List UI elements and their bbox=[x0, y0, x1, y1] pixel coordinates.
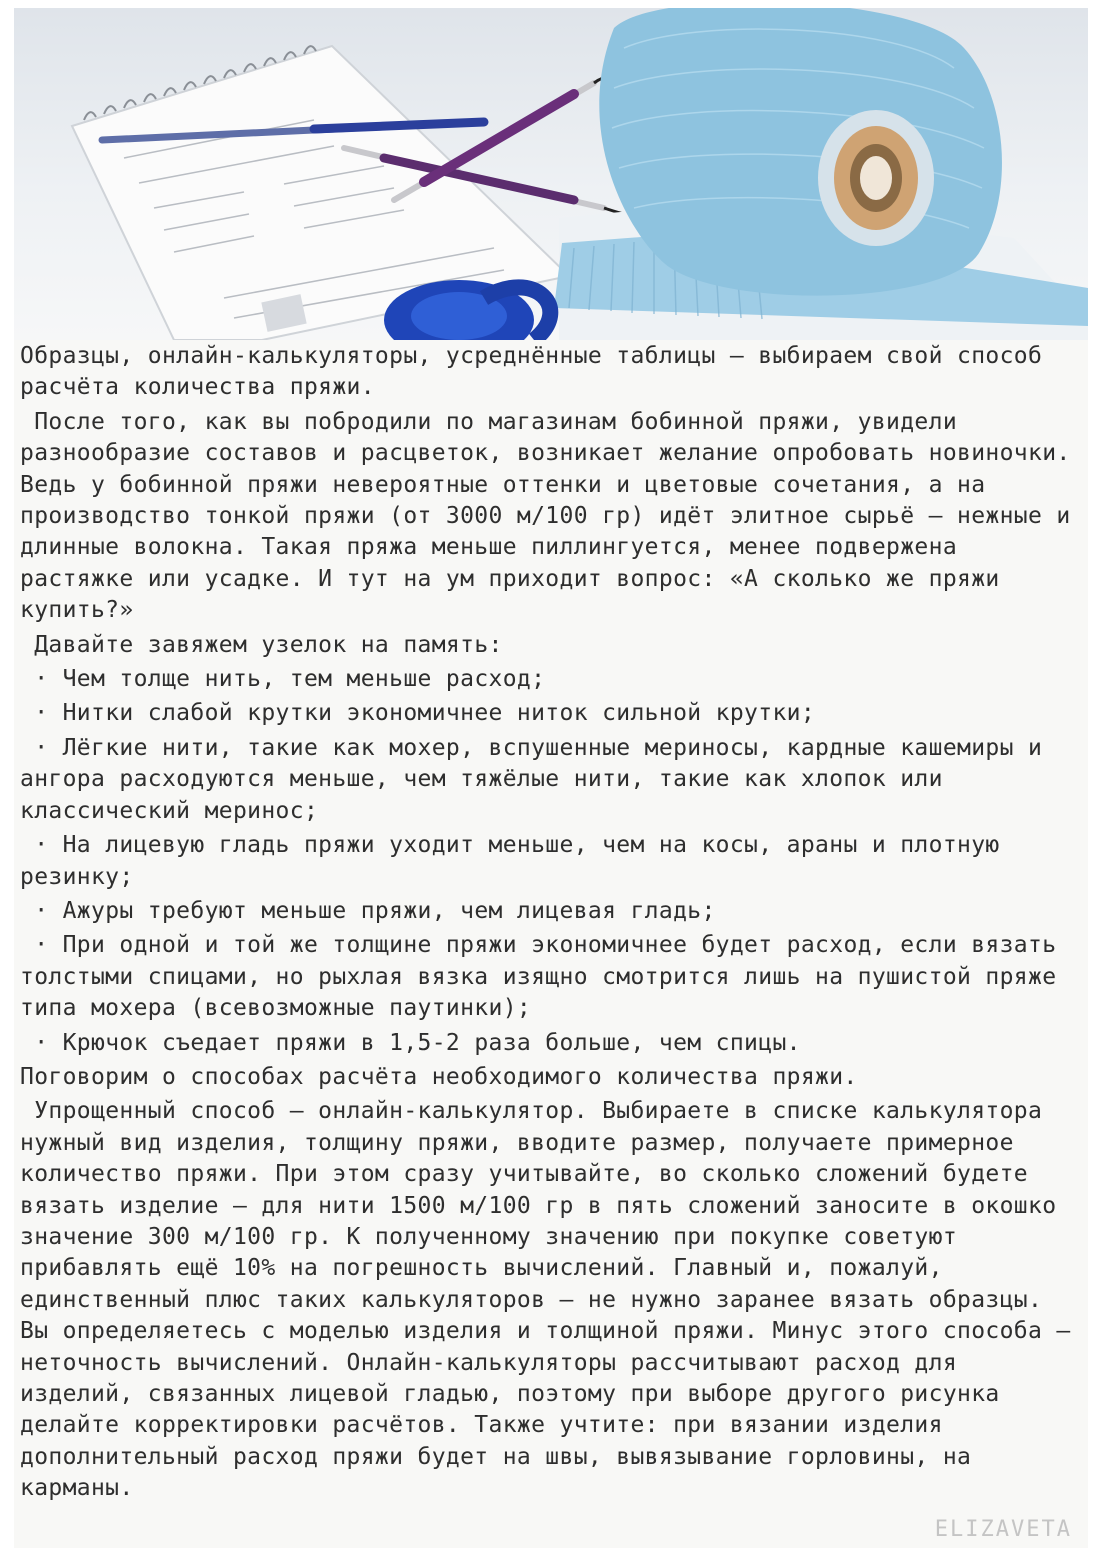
article-body bbox=[20, 341, 1085, 1508]
header-photo bbox=[14, 8, 1088, 340]
watermark: ELIZAVETA bbox=[934, 1517, 1072, 1542]
reminder-line: Давайте завяжем узелок на память: bbox=[20, 631, 503, 658]
tip-item: · Чем толще нить, тем меньше расход; bbox=[20, 666, 546, 693]
intro-paragraph: После того, как вы побродили по магазинам бобинной пряжи, увидели разнообразие составов и расцветок, возникает желание опробовать новиночки. Ведь у бобинной пряжи невероятные оттенки и цветовые сочетания, а на производство тонкой пряжи (от 3000 м/100 гр) идёт элитное сырьё – нежные и длинные волокна. Такая пряжа меньше пиллингуется, менее подвержена растяжке или усадке. И тут на ум приходит вопрос: «А сколько же пряжи купить?» bbox=[20, 408, 1085, 624]
tip-item: · На лицевую гладь пряжи уходит меньше, чем на косы, араны и плотную резинку; bbox=[20, 832, 1014, 890]
tip-item: · Ажуры требуют меньше пряжи, чем лицевая гладь; bbox=[20, 897, 716, 924]
article-page bbox=[14, 8, 1088, 1548]
article-title: Образцы, онлайн-калькуляторы, усреднённые таблицы – выбираем свой способ расчёта количества пряжи. bbox=[20, 343, 1057, 401]
yarn-cone-icon bbox=[599, 8, 1002, 296]
methods-heading: Поговорим о способах расчёта необходимого количества пряжи. bbox=[20, 1063, 858, 1090]
tip-item: · Нитки слабой крутки экономичнее ниток сильной крутки; bbox=[20, 700, 816, 727]
tip-item: · Крючок съедает пряжи в 1,5-2 раза больше, чем спицы. bbox=[20, 1029, 801, 1056]
online-calculator-paragraph: Упрощенный способ – онлайн-калькулятор. Выбираете в списке калькулятора нужный вид изделия, толщину пряжи, вводите размер, получаете примерное количество пряжи. При этом сразу учитывайте, во сколько сложений будете вязать изделие – для нити 1500 м/100 гр в пять сложений заносите в окошко значение 300 м/100 гр. К полученному значению при покупке советуют прибавлять ещё 10% на погрешность вычислений. Главный и, пожалуй, единственный плюс таких калькуляторов – не нужно заранее вязать образцы. Вы определяетесь с моделью изделия и толщиной пряжи. Минус этого способа – неточность вычислений. Онлайн-калькуляторы рассчитывают расход для изделий, связанных лицевой гладью, поэтому при выборе другого рисунка делайте корректировки расчётов. Также учтите: при вязании изделия дополнительный расход пряжи будет на швы, вывязывание горловины, на карманы. bbox=[20, 1098, 1085, 1502]
tip-item: · Лёгкие нити, такие как мохер, вспушенные мериносы, кардные кашемиры и ангора расходуются меньше, чем тяжёлые нити, такие как хлопок или классический меринос; bbox=[20, 734, 1057, 824]
tip-item: · При одной и той же толщине пряжи экономичнее будет расход, если вязать толстыми спицами, но рыхлая вязка изящно смотрится лишь на пушистой пряже типа мохера (всевозможные паутинки); bbox=[20, 932, 1071, 1022]
